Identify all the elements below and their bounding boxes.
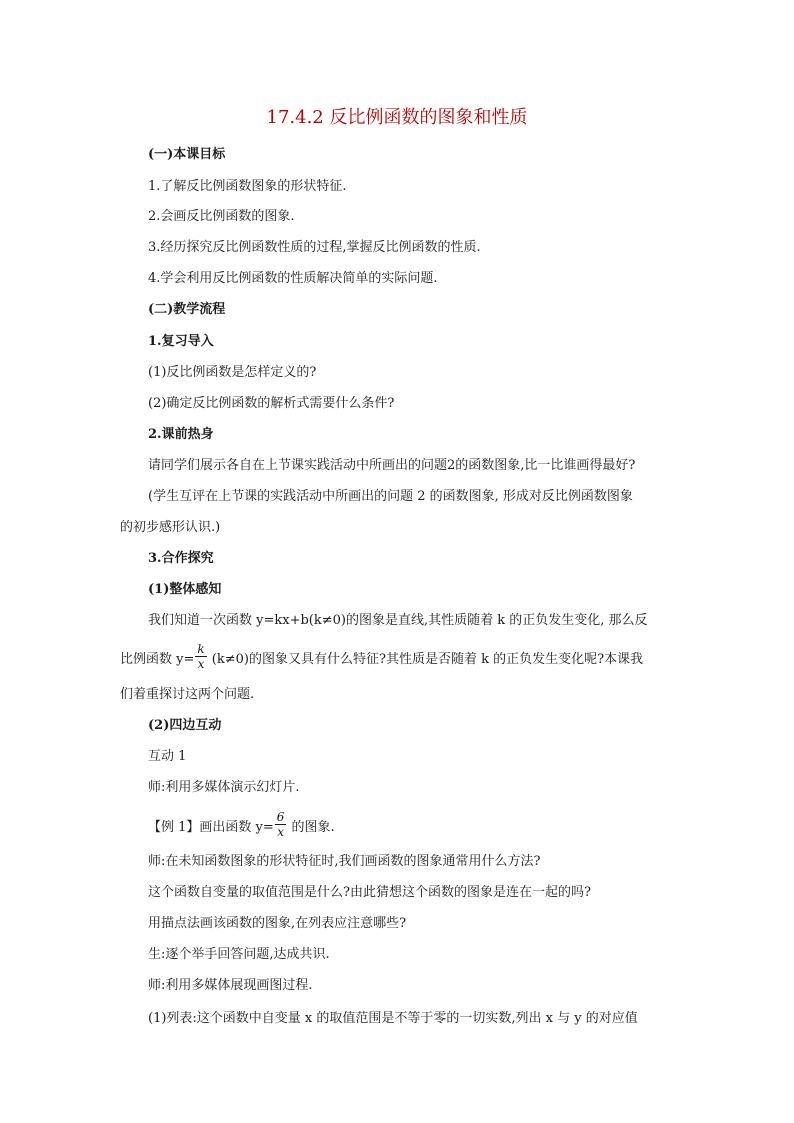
teacher-line-1: 师:利用多媒体演示幻灯片.	[148, 780, 300, 795]
goal-item-1: 1.了解反比例函数图象的形状特征.	[148, 179, 347, 194]
goal-item-4: 4.学会利用反比例函数的性质解决简单的实际问题.	[148, 271, 438, 286]
subheading-interaction: (2)四边互动	[148, 718, 222, 733]
subheading-review: 1.复习导入	[148, 334, 214, 349]
fraction-6-over-x	[275, 810, 287, 839]
subheading-overview: (1)整体感知	[148, 582, 222, 597]
example-1-end: 的图象.	[287, 820, 335, 835]
review-question-2: (2)确定反比例函数的解析式需要什么条件?	[148, 396, 395, 411]
warmup-paragraph-2-line-1: (学生互评在上节课的实践活动中所画出的问题 2 的函数图象, 形成对反比例函数图象	[148, 489, 633, 504]
teacher-line-2: 师:在未知函数图象的形状特征时,我们画函数的图象通常用什么方法?	[148, 854, 541, 869]
review-question-1: (1)反比例函数是怎样定义的?	[148, 365, 317, 380]
fraction-denominator: x	[277, 825, 284, 839]
overview-line-1: 我们知道一次函数 y=kx+b(k≠0)的图象是直线,其性质随着 k 的正负发生变化, 那么反	[148, 613, 648, 628]
fraction-denominator: x	[197, 657, 205, 671]
overview-line-3: 们着重探讨这两个问题.	[120, 687, 255, 702]
example-1-start: 【例 1】画出函数 y=	[148, 820, 274, 835]
teacher-line-4: 用描点法画该函数的图象,在列表应注意哪些?	[148, 916, 407, 931]
fraction-numerator: k	[197, 642, 205, 656]
overview-line-2-start: 比例函数 y=	[120, 652, 195, 667]
section-heading-goals: (一)本课目标	[148, 147, 226, 162]
page-title: 17.4.2 反比例函数的图象和性质	[266, 107, 528, 128]
overview-line-2-end: (k≠0)的图象又具有什么特征?其性质是否随着 k 的正负发生变化呢?本课我	[207, 652, 644, 667]
warmup-paragraph-1: 请同学们展示各自在上节课实践活动中所画出的问题2的函数图象,比一比谁画得最好?	[148, 458, 636, 473]
warmup-paragraph-2-line-2: 的初步感形认识.)	[120, 520, 221, 535]
subheading-explore: 3.合作探究	[148, 551, 214, 566]
interaction-label: 互动 1	[148, 749, 187, 764]
goal-item-2: 2.会画反比例函数的图象.	[148, 209, 295, 224]
example-1-line	[148, 810, 335, 839]
table-step-line: (1)列表:这个函数中自变量 x 的取值范围是不等于零的一切实数,列出 x 与 y 的对应值	[148, 1011, 638, 1026]
fraction-k-over-x	[195, 642, 206, 671]
section-heading-process: (二)教学流程	[148, 302, 226, 317]
student-line: 生:逐个举手回答问题,达成共识.	[148, 947, 330, 962]
fraction-numerator: 6	[276, 810, 285, 824]
subheading-warmup: 2.课前热身	[148, 427, 214, 442]
teacher-line-3: 这个函数自变量的取值范围是什么?由此猜想这个函数的图象是连在一起的吗?	[148, 885, 591, 900]
overview-line-2	[120, 642, 644, 671]
goal-item-3: 3.经历探究反比例函数性质的过程,掌握反比例函数的性质.	[148, 240, 481, 255]
teacher-line-5: 师:利用多媒体展现画图过程.	[148, 978, 313, 993]
